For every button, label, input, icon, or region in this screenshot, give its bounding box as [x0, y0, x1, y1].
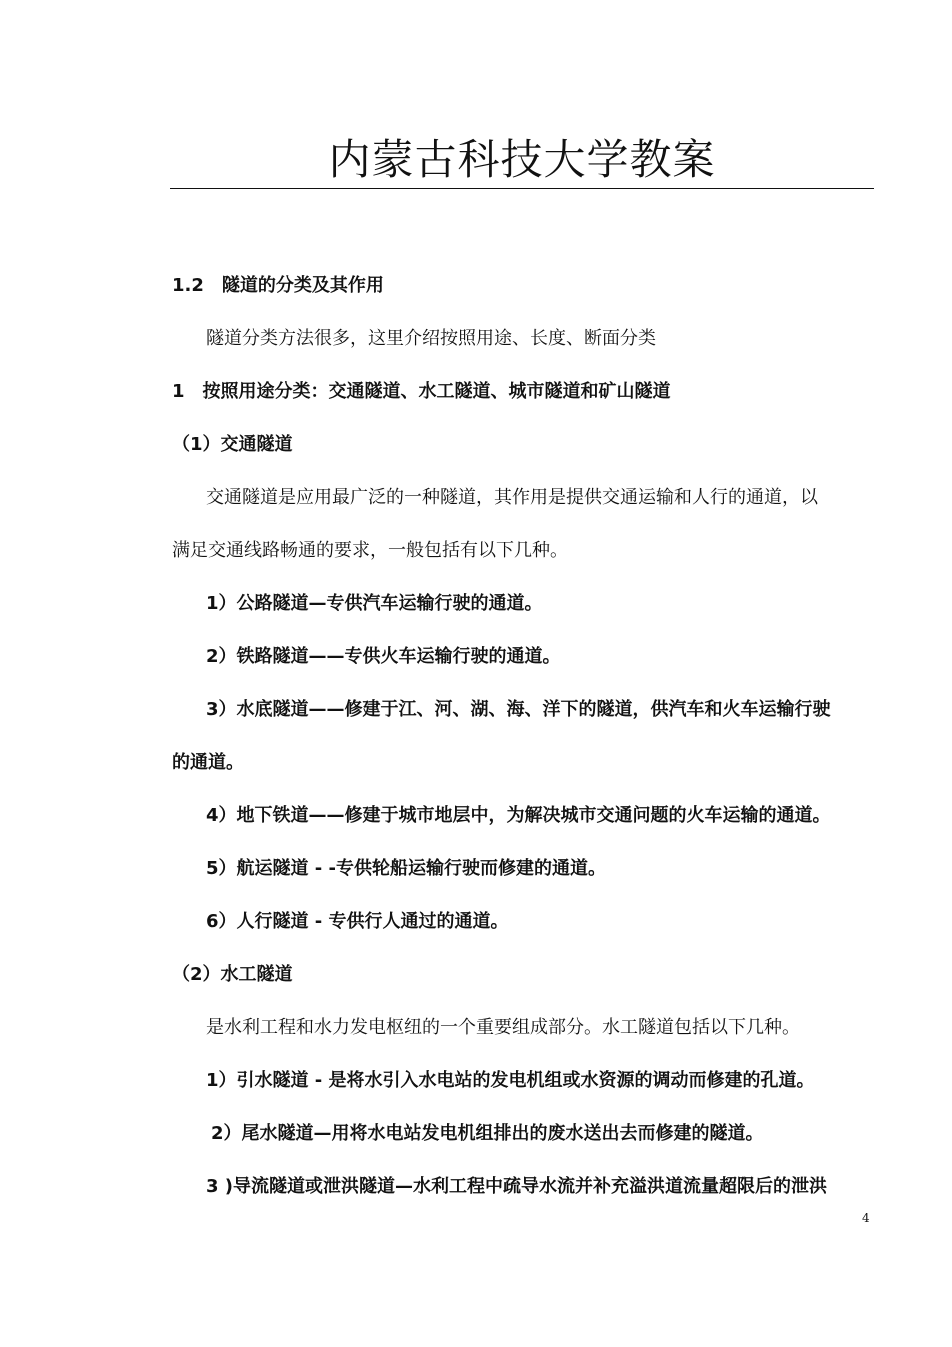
list-item-subway: 4）地下铁道——修建于城市地层中，为解决城市交通问题的火车运输的通道。 [206, 805, 831, 826]
list-item-underwater-tunnel-line-2: 的通道。 [172, 752, 244, 773]
classification-heading: 1 按照用途分类：交通隧道、水工隧道、城市隧道和矿山隧道 [172, 381, 671, 402]
list-item-spillway-tunnel: 3 )导流隧道或泄洪隧道—水利工程中疏导水流并补充溢洪道流量超限后的泄洪 [206, 1176, 828, 1197]
header-rule [170, 188, 874, 189]
hydraulic-tunnel-heading: （2）水工隧道 [172, 964, 293, 985]
list-item-tailrace-tunnel: 2）尾水隧道—用将水电站发电机组排出的废水送出去而修建的隧道。 [211, 1123, 764, 1144]
traffic-tunnel-heading: （1）交通隧道 [172, 434, 293, 455]
traffic-tunnel-desc-line-2: 满足交通线路畅通的要求，一般包括有以下几种。 [172, 540, 568, 561]
traffic-tunnel-desc-line-1: 交通隧道是应用最广泛的一种隧道，其作用是提供交通运输和人行的通道，以 [206, 487, 818, 508]
list-item-navigation-tunnel: 5）航运隧道 - -专供轮船运输行驶而修建的通道。 [206, 858, 606, 879]
hydraulic-tunnel-desc: 是水利工程和水力发电枢纽的一个重要组成部分。水工隧道包括以下几种。 [206, 1017, 800, 1038]
list-item-pedestrian-tunnel: 6）人行隧道 - 专供行人通过的通道。 [206, 911, 509, 932]
page-number: 4 [862, 1211, 870, 1225]
list-item-underwater-tunnel-line-1: 3）水底隧道——修建于江、河、湖、海、洋下的隧道，供汽车和火车运输行驶 [206, 699, 831, 720]
section-heading: 1.2 隧道的分类及其作用 [172, 275, 384, 296]
document-header-title: 内蒙古科技大学教案 [328, 135, 716, 184]
list-item-railway-tunnel: 2）铁路隧道——专供火车运输行驶的通道。 [206, 646, 561, 667]
intro-paragraph: 隧道分类方法很多，这里介绍按照用途、长度、断面分类 [206, 328, 656, 349]
list-item-diversion-tunnel: 1）引水隧道 - 是将水引入水电站的发电机组或水资源的调动而修建的孔道。 [206, 1070, 815, 1091]
list-item-highway-tunnel: 1）公路隧道—专供汽车运输行驶的通道。 [206, 593, 543, 614]
